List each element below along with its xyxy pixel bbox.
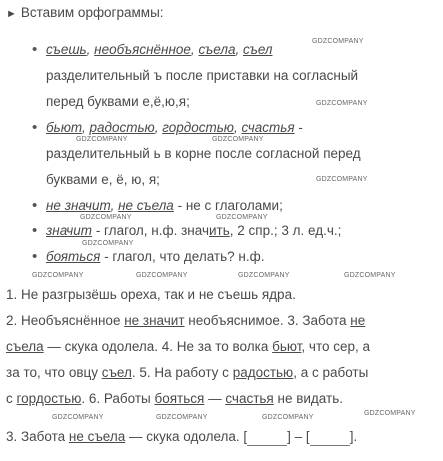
dash: - (294, 120, 303, 135)
text: за то, что овцу (6, 365, 102, 380)
watermark: GDZCOMPANY (238, 272, 290, 279)
bullet-dot-icon: • (32, 197, 38, 214)
example-word: бьют (46, 120, 82, 135)
example-word: съел (242, 42, 273, 57)
verb-suffix: ить (209, 223, 230, 238)
example-word: не съела (118, 198, 174, 213)
sentence-line (6, 365, 368, 381)
text: необъяснимое. 3. Забота (184, 313, 351, 328)
separator: , (81, 120, 90, 135)
text: . 6. Работы (81, 391, 155, 406)
example-word: съела (198, 42, 236, 57)
separator: , (86, 42, 95, 57)
heading: Вставим орфограммы: (20, 5, 164, 20)
text: 3. Забота (6, 429, 69, 444)
text: 2. Необъяснённое (6, 313, 125, 328)
text: — скука одолела. [ (125, 429, 248, 444)
underlined-word: бояться (154, 391, 205, 406)
text: . 5. На работу с (131, 365, 233, 380)
bullet-dot-icon: • (32, 222, 38, 239)
example-word: гордостью (162, 120, 234, 135)
underlined-word: не значит (124, 313, 185, 328)
text: , а с работы (293, 365, 369, 380)
watermark: GDZCOMPANY (262, 414, 314, 421)
list-item (46, 249, 264, 265)
sentence-line: 1. Не разгрызёшь ореха, так и не съешь ядра. (6, 287, 296, 302)
text: с (6, 391, 17, 406)
separator: , (233, 120, 242, 135)
example-word: необъяснённое (94, 42, 191, 57)
watermark: GDZCOMPANY (76, 136, 128, 143)
underlined-word: гордостью (16, 391, 82, 406)
example-word: значит (46, 223, 93, 238)
rule-text: - глагол, н.ф. знач (92, 223, 209, 238)
watermark: GDZCOMPANY (316, 100, 368, 107)
watermark: GDZCOMPANY (136, 272, 188, 279)
watermark: GDZCOMPANY (82, 240, 134, 247)
bullet-dot-icon: • (32, 248, 38, 265)
text: , что сер, а (301, 339, 371, 354)
watermark: GDZCOMPANY (316, 176, 368, 183)
underlined-word: съел (101, 365, 132, 380)
scheme-slot (310, 429, 350, 446)
example-word: съешь (46, 42, 87, 57)
example-word: счастья (241, 120, 295, 135)
rule-text: разделительный ь в корне после согласной перед (46, 146, 361, 161)
example-word: радостью (89, 120, 155, 135)
scheme-line (6, 429, 357, 446)
rule-text: - глагол, что делать? н.ф. (100, 249, 265, 264)
watermark: GDZCOMPANY (32, 272, 84, 279)
list-item (46, 42, 273, 58)
underlined-word: не съела (68, 429, 126, 444)
scheme-slot (247, 429, 287, 446)
text: ]. (349, 429, 358, 444)
watermark: GDZCOMPANY (212, 136, 264, 143)
watermark: GDZCOMPANY (344, 272, 396, 279)
underlined-word: съела (6, 339, 44, 354)
underlined-word: бьют (272, 339, 302, 354)
watermark: GDZCOMPANY (80, 214, 132, 221)
sentence-line (6, 391, 343, 407)
text: не видать. (273, 391, 343, 406)
example-word: не значит (46, 198, 111, 213)
underlined-word: не (350, 313, 366, 328)
text: ] – [ (287, 429, 310, 444)
separator: , (110, 198, 119, 213)
watermark: GDZCOMPANY (216, 214, 268, 221)
watermark: GDZCOMPANY (312, 38, 364, 45)
rule-text: , 2 спр.; 3 л. ед.ч.; (229, 223, 342, 238)
watermark: GDZCOMPANY (364, 410, 416, 417)
rule-text: - не с глаголами; (173, 198, 283, 213)
list-item (46, 120, 303, 136)
text: — (204, 391, 226, 406)
separator: , (235, 42, 243, 57)
separator: , (154, 120, 163, 135)
rule-text: разделительный ъ после приставки на согласный (46, 68, 359, 83)
watermark: GDZCOMPANY (156, 414, 208, 421)
heading-line (6, 5, 164, 22)
bullet-dot-icon: • (32, 119, 38, 136)
underlined-word: радостью (232, 365, 294, 380)
separator: , (190, 42, 199, 57)
bullet-dot-icon: • (32, 41, 38, 58)
sentence-line (6, 313, 365, 329)
rule-text: буквами е, ё, ю, я; (46, 172, 160, 187)
example-word: бояться (46, 249, 101, 264)
sentence-line (6, 339, 370, 355)
underlined-word: счастья (225, 391, 274, 406)
list-item (46, 223, 341, 239)
rule-text: перед буквами е,ё,ю,я; (46, 94, 190, 109)
text: — скука одолела. 4. Не за то волка (43, 339, 273, 354)
watermark: GDZCOMPANY (52, 414, 104, 421)
list-item (46, 198, 283, 214)
play-arrow-icon: ► (6, 8, 17, 20)
